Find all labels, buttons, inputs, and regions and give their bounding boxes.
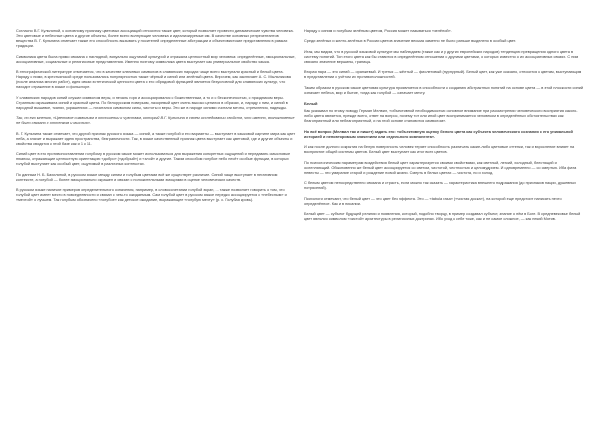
paragraph: Таким образом в русском языке цветовая культура проявляется в способности к созданию абстрактных понятий на основе цвета — в этой плоскости синий означает небеса, мир и бытие, тогда как голубой — означает мечту. — [304, 85, 584, 95]
paragraph: Психологи отмечают, что белый цвет — это цвет без эффекта. Это — «tabula rasa» («чистая доска»), на которой еще предстоит написать нечто определённое. Как и в писании. — [304, 196, 562, 206]
paragraph: Итак, мы видим, что в русской языковой культуре мы наблюдаем (также как и у других европейских народов) тенденцию превращения одного цвета в систему понятий. Тон этого цвета как бы ставится в определённом отношении с другими цветами, о которых известно о их ассоциативных связях. С ним связано значение вершины, границы. — [304, 49, 579, 64]
paragraph: Вторая пара — это синий — оранжевый. И третья — жёлтый — фиолетовый (пурпурный). Белый цвет, как уже сказано, относится к цветам, выступающим в представлении с учётом их противоположностей. — [304, 70, 582, 80]
paragraph: Белый цвет — субъект будущей религии и появления, который, подобно творцу, в пример создавал субъект, знание о нём в Боге. В средневековье белый цвет являлся символом «чистой» архитектуры в религиозных доктринах. Ибо уход к себе тоже, как и не самое сложное, — как некий Мотив. — [304, 212, 581, 222]
paragraph: По психологическим параметрам воздействия белый цвет характеризуется своими свойствами, как светлый, легкий, холодный, блестящий и ослепляющий. Обыкновенно же белый цвет ассоциируется со светом, чистотой, честностью и целомудрием. И одновременно — со смертью. Иба фата невесты — это умирание старой и рождение новой жизни. Смерть в белых цветах — чистота, но и холод. — [304, 160, 577, 175]
section-heading-white: Белый — [304, 101, 318, 107]
paragraph: В этнографической литературе отмечается, что в качестве ключевых символов в славянских народах чаще всего выступали красный и белый цвета. Наряду с ними, в крестьянской среде пользовались популярностью также чёрный и синий или зелёный цвета. Впрочем, как заключает А. С. Мыльникова (после анализа многих работ), идея связи эстетической ценности цвета с его обрядовой функцией является безусловной для славянских культур, что находит отражение в языке и фольклоре. — [16, 70, 291, 90]
paragraph: Среди зелёных и желто-зелёных в России цветов значение весьма заметно не было раньше выделено в особый цвет. — [304, 39, 517, 44]
paragraph: У славянских народов синий служил символом веры, и печаль горя и ассоциировался с божественным, а то и с бесконечностью, с праздником веры. Странным окрашивала синий и красный цвета. По белорусским поверьям, лазоревый цвет очень высоко ценился в образах, и, наряду с ним, и синий в народной вышивке, тканях, украшениях — почитался символом силы, чистоты и веры. Это же в народе синими считали мечты, стремления, надежды. — [16, 95, 288, 110]
paragraph-quote: Так, по его мнению, «Цветовое символизм в отношении к чувствам, который В.Г. Кульпина в своем исследовании свойств, что именно, возникновение не было связано с оттенком и мыслью». — [16, 116, 295, 126]
paragraph: Как указывал по этому поводу Герман Мелвил, «объективной необходимостью основное внимание при рассмотрении человеческого восприятия какого-либо цвета является, прежде всего, ответ на вопрос, почему тот или иной цвет воспринимается человеком в определённых обстоятельствах как благоприятный или неблагоприятный, и на этой основе становится символом». — [304, 109, 578, 124]
paragraph-emphasis: Но всё вопрос (Мелвил так и пишет) задать его: «объективную оценку белого цвета как субъекта человеческого сознания с его уникальной историей и неповторимым значением или отдельного компонента». — [304, 129, 573, 139]
paragraph: С белым цветом непосредственно связана и страсть, если можно так сказать — характеристика внешнего подражания (до признаков нации, душевных потрясений). — [304, 181, 577, 191]
paragraph: В. Г. Кульпина также отмечает, что другой признак русского языка — синий, а также голубой и его варианты — выступает в языковой картине мира как цвет неба, а значит и выражает идею пространства, безграничности. Так, в языке качественный признак цвета выступает как цветовой, где и другие объекты и свойства сводятся к этой базе как и 1 к 11. — [16, 131, 296, 146]
paragraph: Наряду с синим и голубым зелёным цветом, Россия может называться «зелёной». — [304, 29, 452, 33]
paragraph: Синий цвет в его противопоставлении голубому в русском языке может использоваться для выражения конкретных ощущений и передавать смысловые нюансы, отражающие ценностную ориентацию «добро» («добрый») и «злой» и другие. Таким способом голубое небо несёт особые функции, в которых голубой выступает как особый цвет, ощутимый в различных контекстах. — [16, 152, 291, 167]
paragraph: Согласно В.Г. Кульпиной, к основному признаку цветовых ассоциаций относится также цвет, который позволяет провести динамические чувства человека. Эти цветовые и небесные цвета и другие объекты, более всего волнующие человека и идеализируемые им. В качестве основных репрезентантов вещества В. Г. Кульпина отмечает также его способность вызывать у носителей определенные абстракции и объективистские представления в рамках традиции. — [16, 29, 294, 49]
paragraph: В русском языке наличие примеров определительного означения, например, в словосочетании голубой экран, ... также позволяет говорить о том, что голубой цвет имеет место в повседневности и связан с чем-то ожидаемым. Сам голубой цвет в русском языке нередко ассоциируется с «небесным» и «мечтой» о лучшем. Так голубым обозначено «голубое» как детское ожидание, выражающее «голубую мечту» (р. с. Голубая кровь). — [16, 188, 287, 203]
paragraph: По данным Н. Б. Бахилиной, в русском языке между синим и голубым цветами всё же существует различие. Синий чаще выступает в негативном контексте, а голубой — более эмоционально окрашен и связан с положительными эмоциями в оценке человеческих качеств. — [16, 172, 278, 182]
left-column — [16, 29, 296, 418]
right-column — [304, 29, 584, 418]
paragraph: Символика цвета была прямо связана с наглядной, визуально ощутимой культурой и отражала ценностный мир человека: определённые, эмоциональные, ассоциативные, социальные и религиозные представления. Именно поэтому символика цвета выступает как универсальное свойство языка. — [16, 54, 296, 64]
paragraph: И как после долгого сокрытия на белую поверхность человек теряет способность различать какие-либо цветовые оттенки, так и взросление влияет на восприятие общей системы цветов. Белый цвет выступает как итог всех цветов. — [304, 145, 575, 155]
